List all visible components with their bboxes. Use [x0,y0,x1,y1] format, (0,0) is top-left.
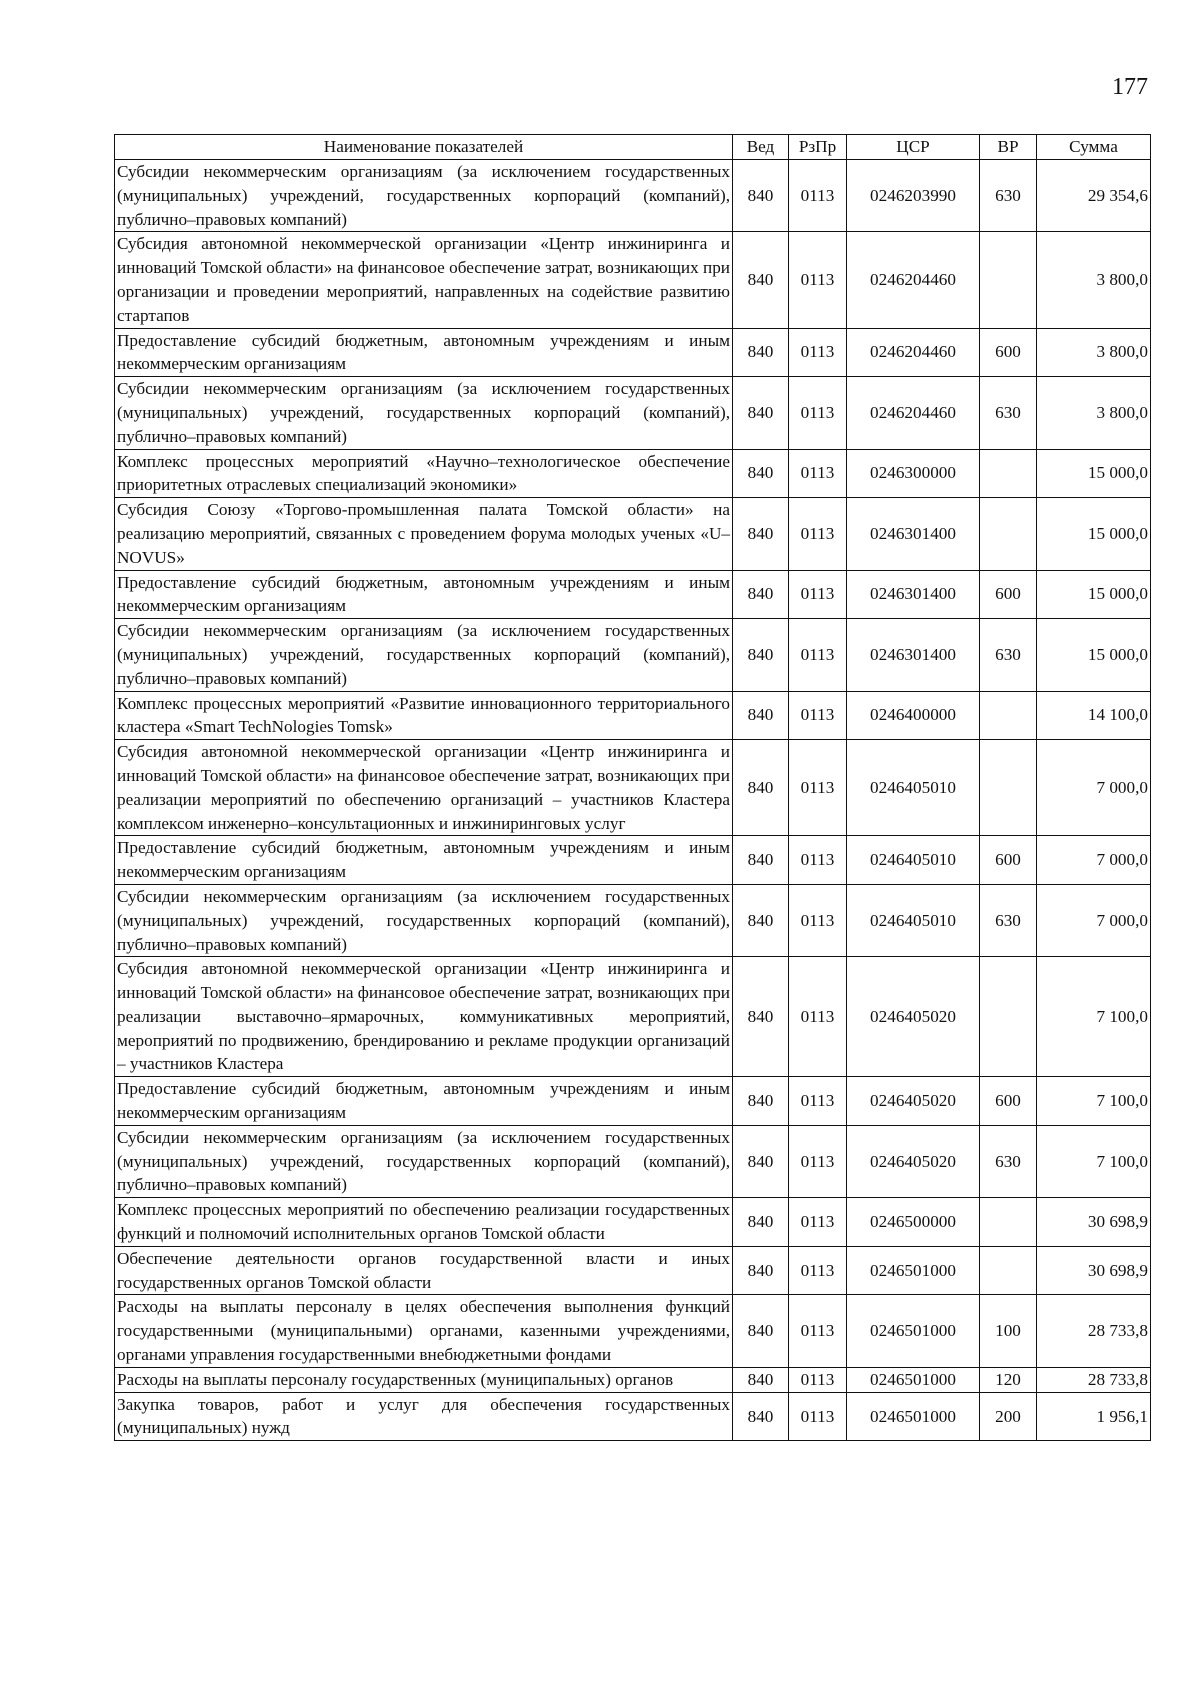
cell-rzpr: 0113 [789,377,847,449]
table-row [115,1198,1151,1247]
table-row [115,1367,1151,1392]
cell-rzpr: 0113 [789,1198,847,1247]
cell-vr: 630 [980,377,1037,449]
cell-rzpr: 0113 [789,1077,847,1126]
cell-rzpr: 0113 [789,1367,847,1392]
column-header-name: Наименование показателей [115,135,733,160]
cell-csr: 0246203990 [847,160,980,232]
cell-vr [980,449,1037,498]
cell-rzpr: 0113 [789,160,847,232]
cell-vr [980,498,1037,570]
cell-name: Комплекс процессных мероприятий «Развитие инновационного территориального кластера «Smart TechNologies Tomsk» [115,691,733,740]
cell-ved: 840 [733,570,789,619]
cell-csr: 0246501000 [847,1295,980,1367]
cell-ved: 840 [733,836,789,885]
cell-ved: 840 [733,1295,789,1367]
cell-sum: 15 000,0 [1037,498,1151,570]
cell-vr: 630 [980,1125,1037,1197]
cell-csr: 0246405020 [847,957,980,1077]
table-row [115,1295,1151,1367]
cell-rzpr: 0113 [789,957,847,1077]
table-row [115,1392,1151,1441]
table-row [115,884,1151,956]
cell-sum: 7 000,0 [1037,836,1151,885]
cell-csr: 0246405020 [847,1077,980,1126]
table-row [115,1246,1151,1295]
table-row [115,449,1151,498]
table-row [115,1077,1151,1126]
cell-vr [980,957,1037,1077]
cell-ved: 840 [733,160,789,232]
cell-name: Субсидии некоммерческим организациям (за исключением государственных (муниципальных) учреждений, государственных корпораций (компаний), публично–правовых компаний) [115,1125,733,1197]
cell-rzpr: 0113 [789,1392,847,1441]
cell-name: Расходы на выплаты персоналу в целях обеспечения выполнения функций государственными (муниципальными) органами, казенными учреждениями, органами управления государственными внебюджетными фондами [115,1295,733,1367]
cell-rzpr: 0113 [789,232,847,328]
column-header-rzpr: РзПр [789,135,847,160]
cell-csr: 0246405010 [847,740,980,836]
cell-name: Предоставление субсидий бюджетным, автономным учреждениям и иным некоммерческим организациям [115,1077,733,1126]
cell-name: Субсидия Союзу «Торгово-промышленная палата Томской области» на реализацию мероприятий, связанных с проведением форума молодых ученых «U–NOVUS» [115,498,733,570]
cell-name: Субсидия автономной некоммерческой организации «Центр инжиниринга и инноваций Томской области» на финансовое обеспечение затрат, возникающих при организации и проведении мероприятий, направленных на содействие развитию стартапов [115,232,733,328]
cell-vr: 600 [980,570,1037,619]
cell-vr: 630 [980,884,1037,956]
cell-sum: 30 698,9 [1037,1198,1151,1247]
cell-ved: 840 [733,449,789,498]
cell-ved: 840 [733,328,789,377]
cell-sum: 29 354,6 [1037,160,1151,232]
cell-ved: 840 [733,377,789,449]
cell-rzpr: 0113 [789,449,847,498]
cell-sum: 7 100,0 [1037,1077,1151,1126]
cell-name: Комплекс процессных мероприятий «Научно–технологическое обеспечение приоритетных отраслевых специализаций экономики» [115,449,733,498]
cell-ved: 840 [733,884,789,956]
cell-csr: 0246301400 [847,570,980,619]
cell-sum: 28 733,8 [1037,1367,1151,1392]
cell-ved: 840 [733,740,789,836]
table-row [115,740,1151,836]
cell-sum: 15 000,0 [1037,619,1151,691]
cell-rzpr: 0113 [789,1125,847,1197]
table-row [115,691,1151,740]
table-row [115,1125,1151,1197]
cell-sum: 15 000,0 [1037,570,1151,619]
cell-rzpr: 0113 [789,328,847,377]
cell-name: Комплекс процессных мероприятий по обеспечению реализации государственных функций и полномочий исполнительных органов Томской области [115,1198,733,1247]
table-body [115,160,1151,1441]
cell-sum: 3 800,0 [1037,377,1151,449]
cell-vr [980,691,1037,740]
cell-csr: 0246405010 [847,884,980,956]
cell-rzpr: 0113 [789,570,847,619]
cell-vr: 630 [980,619,1037,691]
table-row [115,836,1151,885]
cell-rzpr: 0113 [789,691,847,740]
cell-name: Предоставление субсидий бюджетным, автономным учреждениям и иным некоммерческим организациям [115,328,733,377]
cell-vr [980,232,1037,328]
cell-name: Расходы на выплаты персоналу государственных (муниципальных) органов [115,1367,733,1392]
cell-ved: 840 [733,619,789,691]
cell-name: Субсидия автономной некоммерческой организации «Центр инжиниринга и инноваций Томской области» на финансовое обеспечение затрат, возникающих при реализации мероприятий по обеспечению организаций – участников Кластера комплексом инженерно–консультационных и инжиниринговых услуг [115,740,733,836]
cell-rzpr: 0113 [789,498,847,570]
cell-rzpr: 0113 [789,619,847,691]
cell-rzpr: 0113 [789,1295,847,1367]
cell-sum: 7 000,0 [1037,884,1151,956]
cell-sum: 1 956,1 [1037,1392,1151,1441]
table-header-row [115,135,1151,160]
cell-name: Предоставление субсидий бюджетным, автономным учреждениям и иным некоммерческим организациям [115,836,733,885]
table-row [115,328,1151,377]
table-row [115,570,1151,619]
cell-vr [980,740,1037,836]
cell-name: Предоставление субсидий бюджетным, автономным учреждениям и иным некоммерческим организациям [115,570,733,619]
cell-vr: 600 [980,836,1037,885]
cell-ved: 840 [733,232,789,328]
cell-sum: 15 000,0 [1037,449,1151,498]
table-row [115,957,1151,1077]
table-row [115,619,1151,691]
cell-rzpr: 0113 [789,884,847,956]
cell-csr: 0246501000 [847,1392,980,1441]
cell-name: Субсидии некоммерческим организациям (за исключением государственных (муниципальных) учреждений, государственных корпораций (компаний), публично–правовых компаний) [115,884,733,956]
cell-vr: 600 [980,1077,1037,1126]
cell-vr: 600 [980,328,1037,377]
cell-csr: 0246400000 [847,691,980,740]
cell-csr: 0246300000 [847,449,980,498]
cell-vr: 630 [980,160,1037,232]
cell-csr: 0246204460 [847,232,980,328]
cell-sum: 14 100,0 [1037,691,1151,740]
cell-name: Субсидии некоммерческим организациям (за исключением государственных (муниципальных) учреждений, государственных корпораций (компаний), публично–правовых компаний) [115,377,733,449]
cell-sum: 30 698,9 [1037,1246,1151,1295]
page-number: 177 [1112,74,1148,100]
cell-csr: 0246301400 [847,498,980,570]
cell-name: Закупка товаров, работ и услуг для обеспечения государственных (муниципальных) нужд [115,1392,733,1441]
cell-vr [980,1246,1037,1295]
cell-sum: 7 000,0 [1037,740,1151,836]
table-row [115,232,1151,328]
cell-ved: 840 [733,957,789,1077]
cell-csr: 0246301400 [847,619,980,691]
cell-csr: 0246501000 [847,1367,980,1392]
cell-ved: 840 [733,498,789,570]
cell-sum: 28 733,8 [1037,1295,1151,1367]
cell-rzpr: 0113 [789,740,847,836]
table-row [115,377,1151,449]
column-header-sum: Сумма [1037,135,1151,160]
cell-csr: 0246204460 [847,377,980,449]
table-row [115,498,1151,570]
column-header-vr: ВР [980,135,1037,160]
cell-sum: 3 800,0 [1037,232,1151,328]
cell-csr: 0246405020 [847,1125,980,1197]
cell-name: Субсидия автономной некоммерческой организации «Центр инжиниринга и инноваций Томской области» на финансовое обеспечение затрат, возникающих при реализации выставочно–ярмарочных, коммуникативных мероприятий, мероприятий по продвижению, брендированию и рекламе продукции организаций – участников Кластера [115,957,733,1077]
cell-sum: 7 100,0 [1037,1125,1151,1197]
cell-rzpr: 0113 [789,1246,847,1295]
cell-name: Субсидии некоммерческим организациям (за исключением государственных (муниципальных) учреждений, государственных корпораций (компаний), публично–правовых компаний) [115,160,733,232]
cell-name: Обеспечение деятельности органов государственной власти и иных государственных органов Томской области [115,1246,733,1295]
budget-table [114,134,1151,1441]
cell-ved: 840 [733,691,789,740]
cell-ved: 840 [733,1125,789,1197]
cell-ved: 840 [733,1367,789,1392]
cell-csr: 0246204460 [847,328,980,377]
cell-ved: 840 [733,1198,789,1247]
cell-csr: 0246501000 [847,1246,980,1295]
cell-vr [980,1198,1037,1247]
cell-ved: 840 [733,1077,789,1126]
cell-sum: 3 800,0 [1037,328,1151,377]
cell-ved: 840 [733,1392,789,1441]
cell-vr: 200 [980,1392,1037,1441]
column-header-csr: ЦСР [847,135,980,160]
cell-csr: 0246500000 [847,1198,980,1247]
cell-name: Субсидии некоммерческим организациям (за исключением государственных (муниципальных) учреждений, государственных корпораций (компаний), публично–правовых компаний) [115,619,733,691]
cell-sum: 7 100,0 [1037,957,1151,1077]
column-header-ved: Вед [733,135,789,160]
cell-ved: 840 [733,1246,789,1295]
cell-vr: 100 [980,1295,1037,1367]
cell-csr: 0246405010 [847,836,980,885]
table-row [115,160,1151,232]
cell-vr: 120 [980,1367,1037,1392]
cell-rzpr: 0113 [789,836,847,885]
